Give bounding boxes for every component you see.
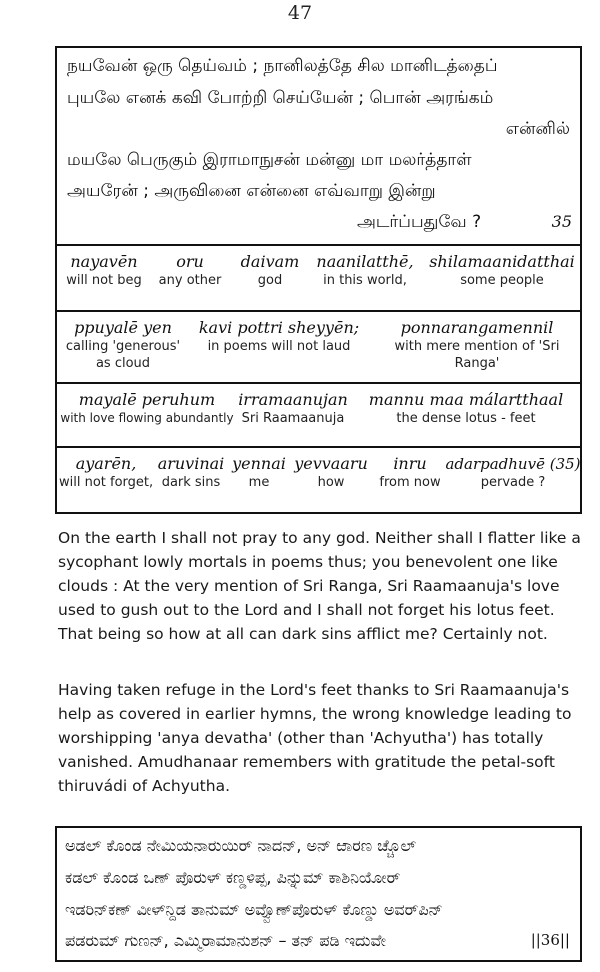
word-cell	[445, 448, 581, 491]
word-gloss: will not beg	[66, 273, 142, 288]
word-transliteration: inru	[393, 454, 427, 473]
word-gloss: in poems will not laud	[207, 339, 351, 354]
word-transliteration: ayarēn,	[75, 454, 137, 473]
word-gloss: pervade ?	[480, 475, 546, 490]
word-gloss: how	[317, 475, 345, 490]
verse-line: அடர்ப்பதுவே ?	[357, 212, 482, 232]
word-gloss: god	[257, 273, 283, 288]
word-gloss: calling 'generous' as cloud	[65, 339, 181, 371]
word-cell	[61, 312, 185, 372]
word-cell	[423, 246, 581, 289]
verse-line: அயரேன் ; அருவினை என்னை எவ்வாறு இன்று	[67, 181, 436, 201]
word-transliteration: kavi pottri sheyyēn;	[198, 318, 360, 337]
word-gloss: Sri Raamaanuja	[241, 411, 345, 426]
word-transliteration: naanilatthē,	[316, 252, 414, 271]
word-gloss: any other	[158, 273, 222, 288]
word-cell	[235, 384, 351, 427]
page-number: 47	[287, 2, 313, 24]
verse-line: என்னில்	[505, 119, 570, 139]
kannada-line: ಪಡರುಮ್ ಗುಣನ್, ಎಮ್ಮಿರಾಮಾನುಶನ್ – ತನ್ ಪಡಿ ಇದುವೇ	[65, 931, 386, 950]
word-cell	[375, 312, 579, 372]
word-cell	[147, 246, 233, 289]
kannada-verse-number: ||36||	[530, 931, 570, 949]
tamil-verse	[57, 48, 580, 244]
word-transliteration: daivam	[240, 252, 300, 271]
word-cell	[289, 448, 373, 491]
word-cell	[63, 246, 145, 289]
kannada-line: ಕಡಲ್ ಕೊಂಡ ಒಣ್ ಪೊರುಳ್ ಕಣ್ಡಳಿಪ್ಪ, ಪಿನ್ನುಮ್ ಕಾಶಿನಿಯೋರ್	[65, 868, 401, 887]
word-gloss: from now	[379, 475, 441, 490]
word-gloss: with mere mention of 'Sri Ranga'	[394, 339, 560, 371]
word-gloss: dark sins	[161, 475, 221, 490]
kannada-verse-box	[55, 826, 582, 962]
verse-box	[55, 46, 582, 514]
word-row	[57, 244, 580, 310]
word-gloss: me	[248, 475, 270, 490]
word-gloss: some people	[460, 273, 544, 288]
verse-number: 35	[551, 212, 572, 231]
word-gloss: the dense lotus - feet	[396, 411, 536, 426]
kannada-line: ಅಡಲ್ ಕೊಂಡ ನೇಮಿಯನಾರುಯಿರ್ ನಾದನ್, ಅನ್ ಱಾರಣ ಚ್ಚೊಲ್	[65, 836, 417, 855]
word-transliteration: mannu maa málartthaal	[368, 390, 564, 409]
word-transliteration: aruvinai	[157, 454, 225, 473]
word-cell	[229, 448, 289, 491]
word-cell	[155, 448, 227, 491]
word-gloss: in this world,	[323, 273, 407, 288]
word-row	[57, 382, 580, 448]
word-transliteration: yennai	[232, 454, 286, 473]
word-transliteration: adarpadhuvē (35)	[445, 455, 581, 473]
word-transliteration: mayalē peruhum	[78, 390, 216, 409]
kannada-line: ಇಡರಿನ್‌ಕಣ್ ವೀಳ್‌ನ್ದಿಡ ತಾನುಮ್ ಅವ್ವೊಣ್‌ಪೊರುಳ್ ಕೊಣ್ಡು ಅವರ್‌ಪಿನ್	[65, 900, 443, 919]
word-transliteration: shilamaanidatthai	[429, 252, 575, 271]
verse-line: மயலே பெருகும் இராமாநுசன் மன்னு மா மலர்த்தாள்	[67, 150, 472, 170]
word-cell	[307, 246, 423, 289]
word-row	[57, 310, 580, 376]
word-transliteration: yevvaaru	[294, 454, 368, 473]
paragraph-translation: On the earth I shall not pray to any god. Neither shall I flatter like a sycophant lowly mortals in poems thus; you benevolent one like clouds : At the very mention of Sri Ranga, Sri Raamaanuja's love used to gush out to the Lord and I shall not forget his lotus feet. That being so how at all can dark sins afflict me? Certainly not.	[58, 529, 581, 643]
verse-line: புயலே எனக் கவி போற்றி செய்யேன் ; பொன் அரங்கம்	[67, 88, 494, 108]
word-cell	[187, 312, 371, 355]
word-transliteration: irramaanujan	[238, 390, 348, 409]
word-transliteration: oru	[176, 252, 204, 271]
word-cell	[375, 448, 445, 491]
word-cell	[59, 448, 153, 491]
word-transliteration: ponnarangamennil	[400, 318, 554, 337]
word-cell	[59, 384, 235, 427]
word-transliteration: nayavēn	[70, 252, 138, 271]
verse-line: நயவேன் ஒரு தெய்வம் ; நானிலத்தே சில மானிடத்தைப்	[67, 56, 498, 76]
word-row	[57, 446, 580, 512]
word-gloss: with love flowing abundantly	[60, 411, 234, 425]
word-gloss: will not forget,	[59, 475, 154, 490]
word-cell	[353, 384, 579, 427]
paragraph-commentary: Having taken refuge in the Lord's feet thanks to Sri Raamaanuja's help as covered in earlier hymns, the wrong knowledge leading to worshipping 'anya devatha' (other than 'Achyutha') has totally vanished. Amudhanaar remembers with gratitude the petal-soft thiruvádi of Achyutha.	[58, 681, 572, 795]
word-transliteration: ppuyalē yen	[74, 318, 172, 337]
word-cell	[235, 246, 305, 289]
